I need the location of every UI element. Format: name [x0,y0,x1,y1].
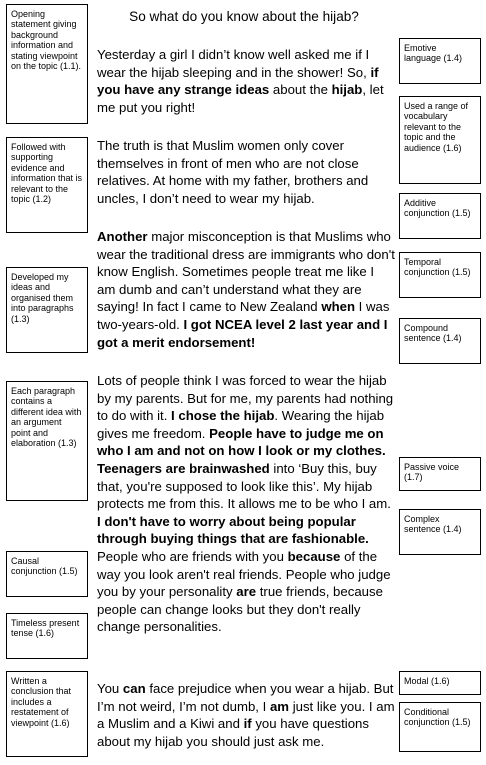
annotation-additive-conjunction: Additive conjunction (1.5) [399,193,481,239]
highlighted-phrase: if you have any strange ideas [97,64,379,98]
essay-text: You [97,681,123,696]
annotation-complex-sentence: Complex sentence (1.4) [399,509,481,555]
annotation-passive-voice: Passive voice (1.7) [399,457,481,491]
highlighted-phrase: am [269,698,290,714]
annotation-compound-sentence: Compound sentence (1.4) [399,318,481,364]
essay-text: Yesterday a girl I didn’t know well asked me if I wear the hijab sleeping and in the shower! So, [97,47,371,80]
essay-paragraph-3 [97,228,395,351]
essay-text: about the [269,82,332,98]
essay-text: . Wearing the hijab gives me freedom. [97,408,385,441]
annotation-causal-conjunction: Causal conjunction (1.5) [6,551,88,597]
essay-text: into ‘Buy this, buy that, you're supposed to look like this’. My hijab protects me from this. It allows me to be who I am. [97,460,391,512]
essay-paragraph-2 [97,137,395,207]
essay-text: People who are friends with you [97,548,288,564]
annotation-timeless-present: Timeless present tense (1.6) [6,613,88,659]
essay-text: major misconception is that Muslims who wear the traditional dress are immigrants who don't know English. Sometimes people treat me like I am dumb and can’t understand what they are saying! In fact I came to New Zealand [97,229,395,315]
highlighted-phrase: because [287,548,341,564]
essay-paragraph-4 [97,372,395,636]
essay-text: of the way you look aren't real friends. People who judge you by your personality [97,548,391,600]
essay-text: , let me put you right! [97,82,384,115]
annotation-conditional-conjunction: Conditional conjunction (1.5) [399,702,481,752]
annotation-vocabulary-range: Used a range of vocabulary relevant to the topic and the audience (1.6) [399,96,481,184]
essay-text: you have questions about my hijab you should just ask me. [97,716,369,749]
annotation-paragraph-ideas: Each paragraph contains a different idea with an argument point and elaboration (1.3) [6,381,88,501]
essay-paragraph-5 [97,680,395,750]
highlighted-phrase: People have to judge me on who I am and not on how I look or my clothes. Teenagers are brainwashed [97,425,386,476]
highlighted-phrase: are [236,584,257,600]
essay-text: face prejudice when you wear a hijab. But I’m not weird, I’m not dumb, I [97,681,394,714]
annotation-modal: Modal (1.6) [399,671,481,695]
highlighted-phrase: if [243,716,252,732]
essay-text: I was two-years-old. [97,299,390,332]
annotation-emotive-language: Emotive language (1.4) [399,38,481,84]
highlighted-phrase: I chose the hijab [171,408,275,424]
highlighted-phrase: I don't have to worry about being popular through buying things that are fashionable. [97,513,369,547]
annotation-conclusion: Written a conclusion that includes a restatement of viewpoint (1.6) [6,671,88,757]
essay-text: The truth is that Muslim women only cover themselves in front of men who are not close relatives. At home with my father, brothers and uncles, I don’t need to wear my hijab. [97,138,369,206]
essay-text: just like you. I am a Muslim and a Kiwi and [97,698,395,732]
highlighted-phrase: I got NCEA level 2 last year and I got a merit endorsement! [97,316,388,350]
essay-text: true friends, because people can change looks but they don't really change personalities. [97,584,383,635]
essay-paragraph-1 [97,46,395,116]
annotation-temporal-conjunction: Temporal conjunction (1.5) [399,252,481,298]
annotation-opening-statement: Opening statement giving background information and stating viewpoint on the topic (1.1). [6,4,88,124]
highlighted-phrase: Another [97,229,148,244]
essay-text: Lots of people think I was forced to wear the hijab by my parents. But for me, my parents had nothing to do with it. [97,373,394,424]
highlighted-phrase: can [122,681,146,696]
annotation-supporting-evidence: Followed with supporting evidence and information that is relevant to the topic (1.2) [6,137,88,233]
highlighted-phrase: hijab [331,82,363,98]
annotation-paragraph-organisation: Developed my ideas and organised them into paragraphs (1.3) [6,267,88,353]
page-title: So what do you know about the hijab? [129,9,359,24]
highlighted-phrase: when [321,299,356,315]
